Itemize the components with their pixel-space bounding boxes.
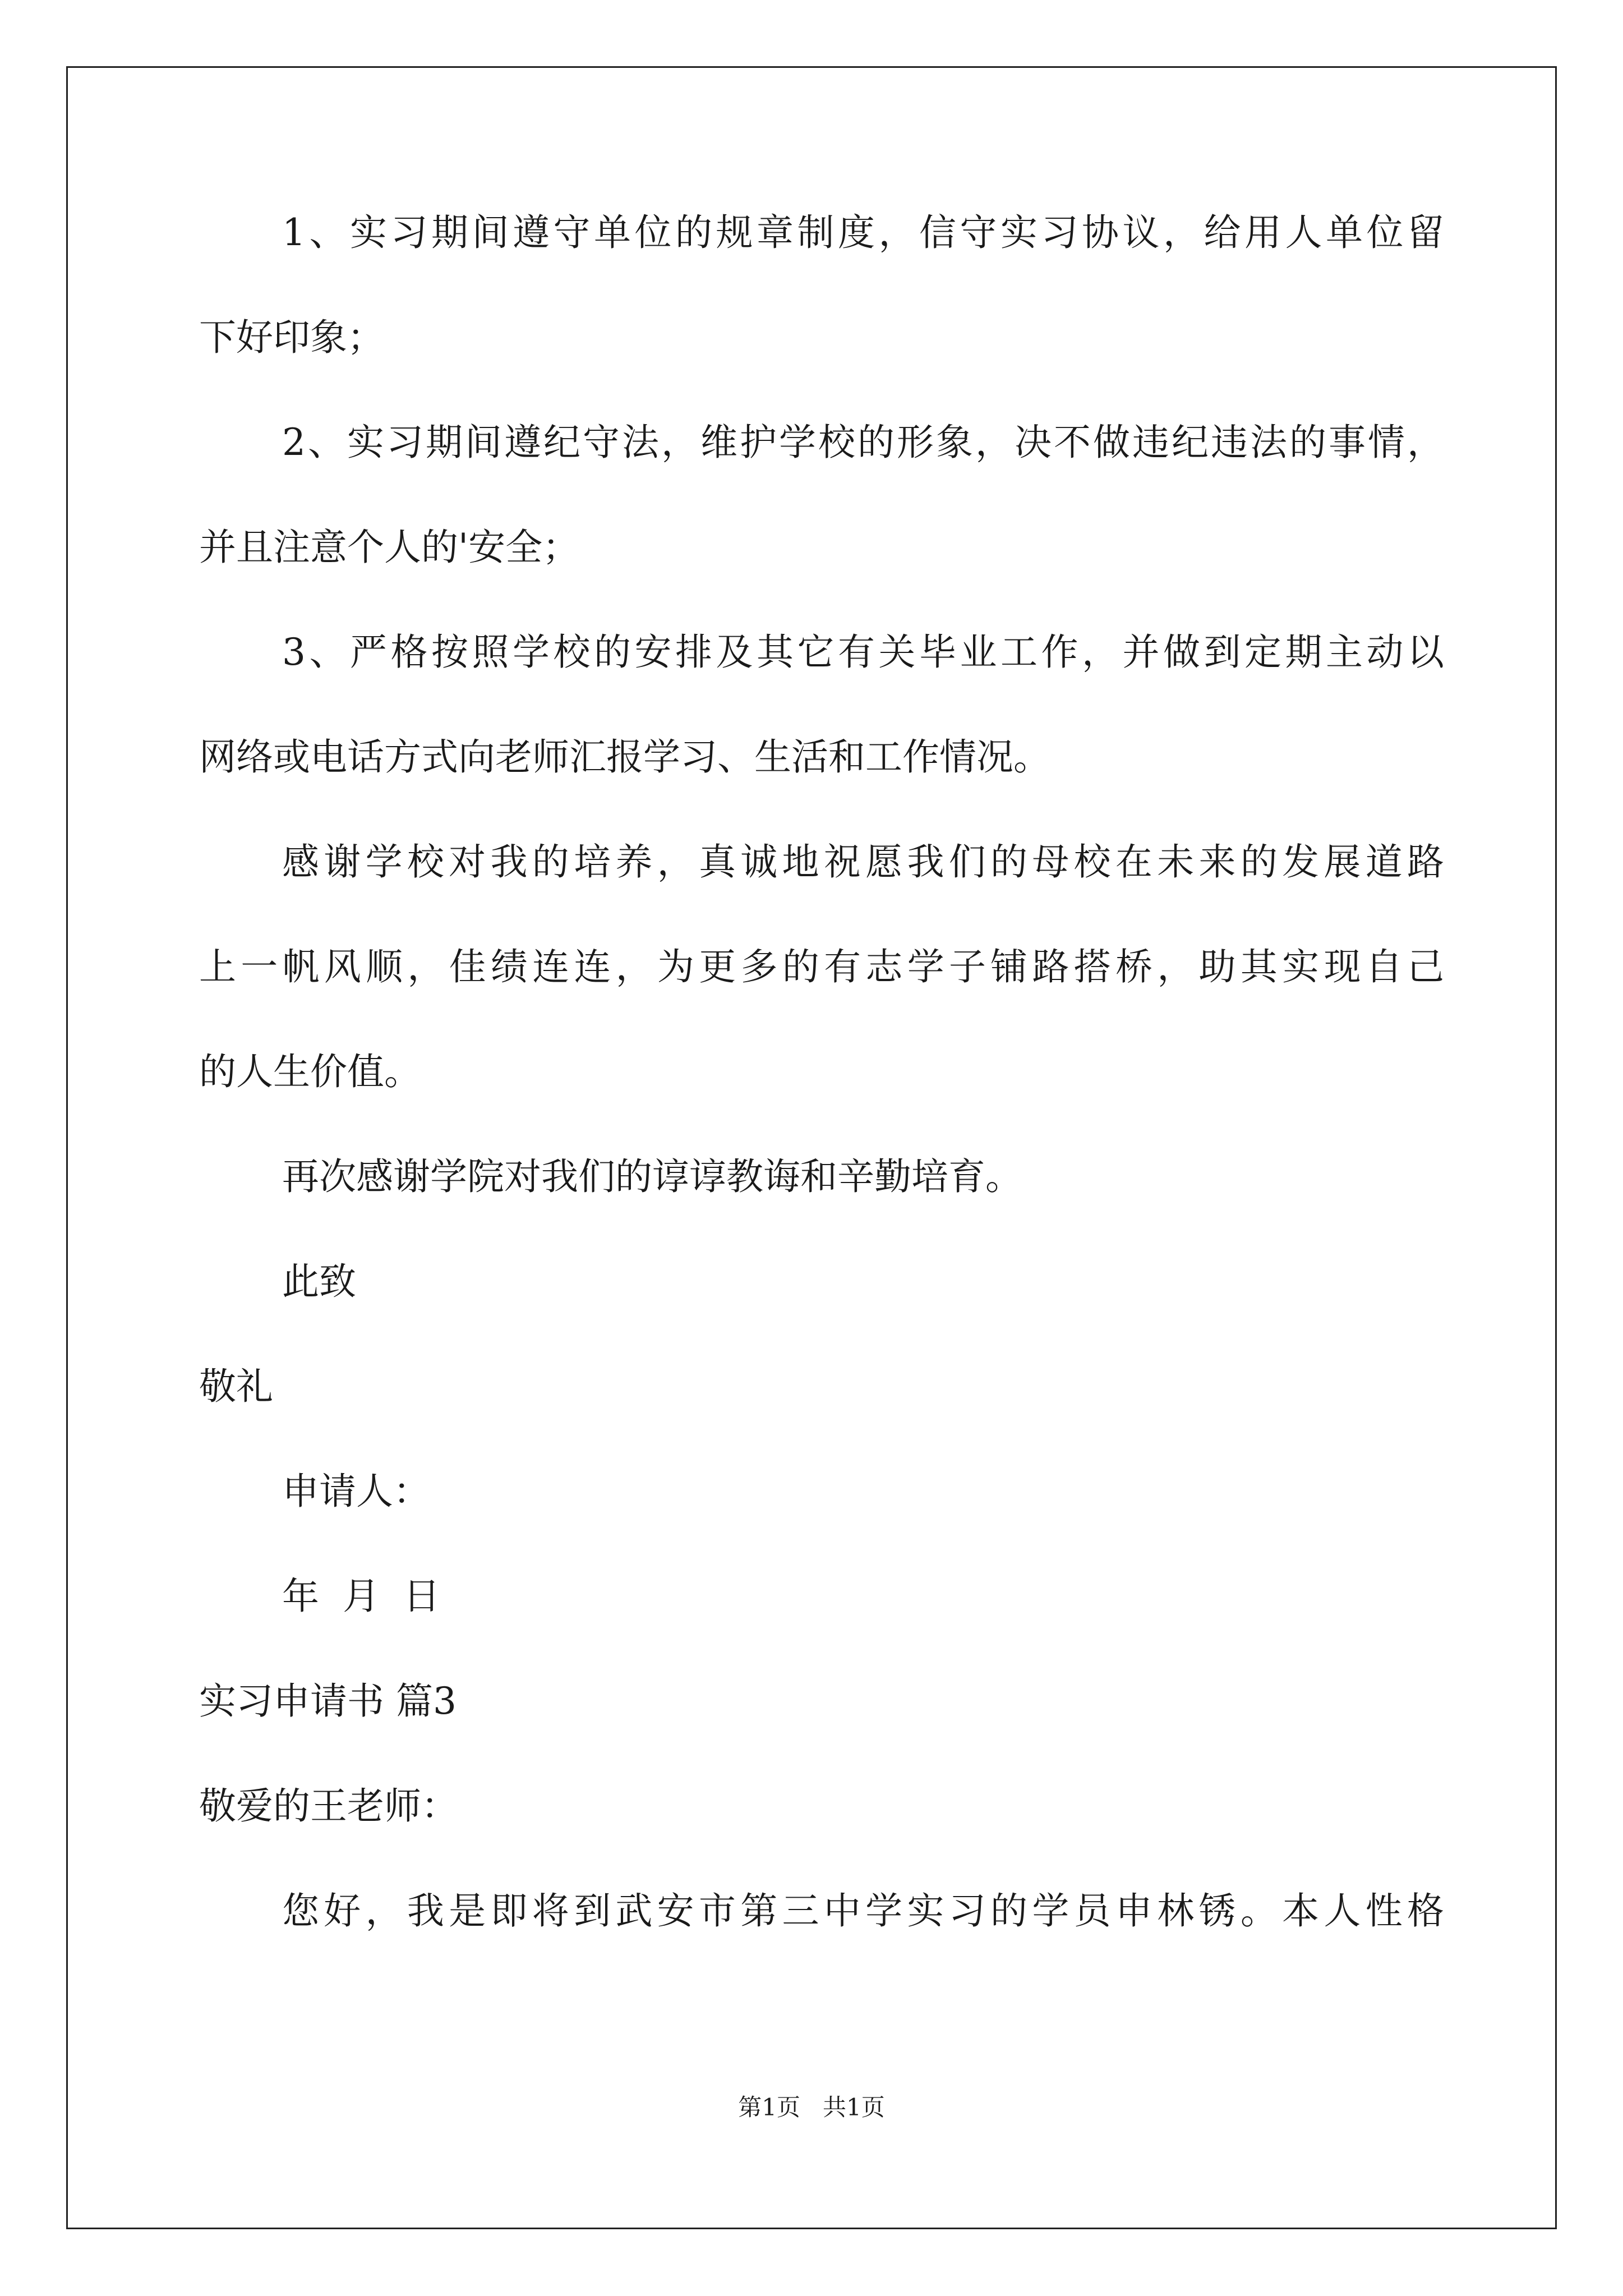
page-footer: 第1页 共1页 — [738, 2093, 885, 2121]
paragraph-line: 3、严格按照学校的安排及其它有关毕业工作，并做到定期主动以 — [282, 631, 1444, 674]
paragraph-line: 的人生价值。 — [199, 1050, 421, 1093]
paragraph-line: 1、实习期间遵守单位的规章制度，信守实习协议，给用人单位留 — [282, 211, 1444, 254]
paragraph-line: 并且注意个人的'安全； — [199, 526, 580, 569]
salutation: 敬爱的王老师： — [199, 1784, 458, 1828]
paragraph-line: 您好，我是即将到武安市第三中学实习的学员申林锈。本人性格 — [282, 1889, 1444, 1932]
paragraph-line: 再次感谢学院对我们的谆谆教诲和辛勤培育。 — [282, 1155, 1022, 1198]
paragraph-line: 感谢学校对我的培养，真诚地祝愿我们的母校在未来的发展道路 — [282, 840, 1444, 884]
paragraph-line: 下好印象； — [199, 316, 384, 359]
paragraph-line: 上一帆风顺，佳绩连连，为更多的有志学子铺路搭桥，助其实现自己 — [199, 945, 1444, 988]
paragraph-line: 2、实习期间遵纪守法，维护学校的形象，决不做违纪违法的事情， — [282, 421, 1444, 464]
closing-line: 敬礼 — [199, 1365, 273, 1408]
closing-line: 此致 — [282, 1260, 356, 1303]
date-line: 年 月 日 — [282, 1575, 440, 1618]
section-heading: 实习申请书 篇3 — [199, 1680, 457, 1723]
paragraph-line: 网络或电话方式向老师汇报学习、生活和工作情况。 — [199, 735, 1050, 779]
applicant-label: 申请人： — [282, 1470, 430, 1513]
